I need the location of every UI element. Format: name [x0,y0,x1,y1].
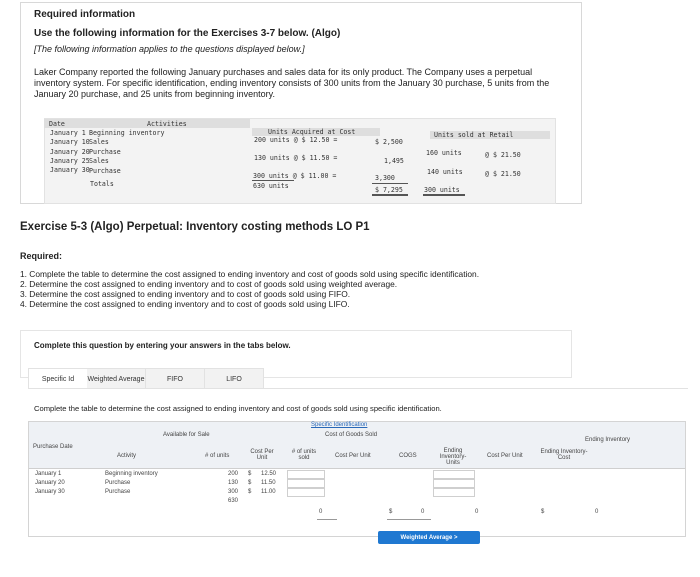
row-date: January 20 [35,480,65,486]
src-date: January 25 [50,157,90,165]
row-date: January 1 [35,471,62,477]
required-label: Required: [20,251,63,261]
ending-units-input[interactable] [433,488,475,497]
table-caption: Specific Identification [311,422,368,428]
col-ending-cost: Ending Inventory- Cost [540,449,588,461]
units-sold-input[interactable] [287,470,325,479]
ending-dollar: $ [541,509,545,515]
src-activity: Sales [89,138,109,146]
src-price: @ $ 21.50 [485,151,521,159]
complete-instruction: Complete this question by entering your answers in the tabs below. [34,341,291,350]
cogs-total: 0 [421,509,425,515]
row-date: January 30 [35,489,65,495]
row-units: 130 [228,480,239,486]
instruction-line: Use the following information for the Exercises 3-7 below. (Algo) [34,28,341,39]
src-acquired: 300 units @ $ 11.00 = [253,172,337,180]
col-units: # of units [205,453,230,459]
src-price: @ $ 21.50 [485,170,521,178]
ending-cost-total: 0 [595,509,599,515]
src-sold: 160 units [426,149,462,157]
src-date: January 30 [50,166,90,174]
src-activity: Beginning inventory [89,129,165,137]
row-units: 300 [228,489,239,495]
src-header-activities: Activities [147,120,187,128]
exercise-title: Exercise 5-3 (Algo) Perpetual: Inventory costing methods LO P1 [20,221,370,233]
group-cogs: Cost of Goods Sold [325,432,378,438]
src-sold: 140 units [427,168,463,176]
col-activity: Activity [117,453,137,459]
units-sold-input[interactable] [287,488,325,497]
src-acquired: 130 units @ $ 11.50 = [254,154,338,162]
src-date: January 20 [50,148,90,156]
requirement-item: 2. Determine the cost assigned to ending inventory and to cost of goods sold using weighted average. [20,279,398,289]
src-activity: Purchase [89,148,121,156]
requirement-item: 4. Determine the cost assigned to ending inventory and to cost of goods sold using LIFO. [20,299,350,309]
row-dollar: $ [248,471,252,477]
src-activity: Purchase [89,167,121,175]
info-paragraph: Laker Company reported the following January purchases and sales data for its only product. The Company uses a perpetual inventory system. For specific identification, ending inventory consists of 300 units from the January 30 purchase, 5 units from the January 20 purchase, and 25 units from beginning inventory. [34,67,550,99]
src-date: January 10 [50,138,90,146]
src-acquired-total: 3,300 [375,174,395,182]
requirement-item: 3. Determine the cost assigned to ending inventory and to cost of goods sold using FIFO. [20,289,351,299]
requirements-list [20,269,479,309]
col-ending-units: Ending Inventory- Units [439,448,467,466]
src-header-date: Date [49,120,65,128]
row-cost: 11.00 [261,489,276,495]
units-sold-total: 0 [319,509,323,515]
row-activity: Beginning inventory [105,471,158,477]
group-available: Available for Sale [163,432,210,438]
tab-bar [28,368,428,388]
row-dollar: $ [248,480,252,486]
row-dollar: $ [248,489,252,495]
info-note: [The following information applies to the questions displayed below.] [34,44,305,54]
group-ending: Ending Inventory [585,437,631,443]
table-prompt: Complete the table to determine the cost assigned to ending inventory and cost of goods sold using specific identification. [34,404,442,413]
col-cogs-cost-per-unit: Cost Per Unit [335,453,371,459]
specific-identification-table [28,421,686,537]
src-acquired-total: 1,495 [384,157,404,165]
required-information-header: Required information [34,9,136,20]
tab-lifo[interactable]: LIFO [205,368,264,389]
cogs-dollar: $ [389,509,393,515]
col-ending-cost-per-unit: Cost Per Unit [487,453,523,459]
col-cogs: COGS [399,453,417,459]
total-units: 630 [228,498,239,504]
src-totals-acquired: 630 units [253,182,289,190]
src-totals-label: Totals [90,180,114,188]
src-acquired-total: $ 2,500 [375,138,403,146]
requirement-item: 1. Complete the table to determine the cost assigned to ending inventory and cost of goods sold using specific identification. [20,269,480,279]
src-header-units-acquired: Units Acquired at Cost [268,128,356,136]
src-acquired: 200 units @ $ 12.50 = [254,136,338,144]
ending-units-input[interactable] [433,479,475,488]
src-totals-sold: 300 units [424,186,460,194]
row-cost: 11.50 [261,480,276,486]
src-date: January 1 [50,129,86,137]
src-totals-cost: $ 7,295 [375,186,403,194]
col-purchase-date: Purchase Date [33,444,73,450]
tab-specific-id[interactable]: Specific Id [28,368,88,389]
ending-units-total: 0 [475,509,479,515]
tab-weighted-average[interactable]: Weighted Average [87,368,146,389]
tab-fifo[interactable]: FIFO [146,368,205,389]
row-cost: 12.50 [261,471,277,477]
col-units-sold: # of units sold [291,449,317,461]
row-activity: Purchase [105,480,131,486]
src-header-units-sold: Units sold at Retail [434,131,514,139]
row-units: 200 [228,471,239,477]
units-sold-input[interactable] [287,479,325,488]
next-weighted-average-button[interactable]: Weighted Average > [378,531,480,544]
ending-units-input[interactable] [433,470,475,479]
src-activity: Sales [89,157,109,165]
col-cost-per-unit: Cost Per Unit [250,449,274,461]
row-activity: Purchase [105,489,131,495]
